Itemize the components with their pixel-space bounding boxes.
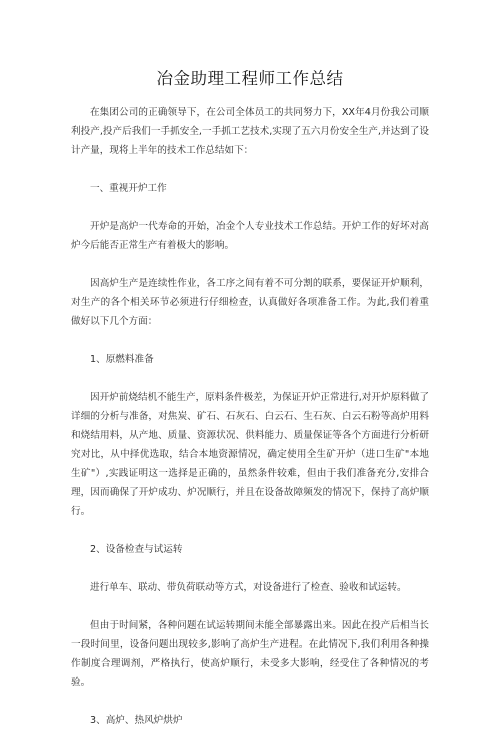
paragraph-spacer (71, 160, 429, 179)
paragraph-spacer (71, 559, 429, 578)
document-title: 冶金助理工程师工作总结 (156, 69, 344, 88)
paragraph-spacer (71, 198, 429, 217)
subsection-heading-1: 1、原燃料准备 (90, 354, 154, 365)
body-paragraph: 开炉是高炉一代寿命的开始，冶金个人专业技术工作总结。开炉工作的好坏对高炉今后能否正常生产有着极大的影响。 (71, 221, 429, 251)
body-paragraph: 因开炉前烧结机不能生产，原料条件极差，为保证开炉正常进行,对开炉原料做了详细的分析与准备，对焦炭、矿石、石灰石、白云石、生石灰、白云石粉等高炉用料和烧结用料，从产地、质量、资源状况、供料能力、质量保证等各个方面进行分析研究对比，从中择优选取，结合本地资源情况，确定使用全生矿开炉（进口生矿"本地生矿"）,实践证明这一选择是正确的，虽然条件较难，但由于我们准备充分,安排合理，因而确保了开炉成功、炉况顺行，并且在设备故障频发的情况下，保持了高炉顺行。 (71, 392, 429, 517)
section-heading-1: 一、重视开炉工作 (90, 183, 167, 194)
subsection-heading-2: 2、设备检查与试运转 (90, 544, 183, 555)
paragraph-spacer (71, 692, 429, 711)
body-paragraph: 但由于时间紧，各种问题在试运转期间未能全部暴露出来。因此在投产后相当长一段时间里，设备问题出现较多,影响了高炉生产进程。在此情况下,我们利用各种操作制度合理调剂，严格执行，使高炉顺行，未受多大影响，经受住了各种情况的考验。 (71, 620, 429, 688)
paragraph-spacer (71, 369, 429, 388)
body-paragraph: 因高炉生产是连续性作业，各工序之间有着不可分割的联系，要保证开炉顺利，对生产的各个相关环节必须进行仔细检查，认真做好各项准备工作。为此,我们着重做好以下几个方面： (71, 278, 429, 327)
paragraph-spacer (71, 597, 429, 616)
paragraph-spacer (71, 331, 429, 350)
paragraph-spacer (71, 521, 429, 540)
body-paragraph: 进行单车、联动、带负荷联动等方式，对设备进行了检查、验收和试运转。 (90, 582, 407, 593)
intro-paragraph: 在集团公司的正确领导下，在公司全体员工的共同努力下，XX年4月份我公司顺利投产,投产后我们一手抓安全,一手抓工艺技术,实现了五六月份安全生产,并达到了设计产量，现将上半年的技术工作总结如下： (71, 107, 429, 156)
paragraph-spacer (71, 255, 429, 274)
subsection-heading-3: 3、高炉、热风炉烘炉 (90, 715, 183, 726)
